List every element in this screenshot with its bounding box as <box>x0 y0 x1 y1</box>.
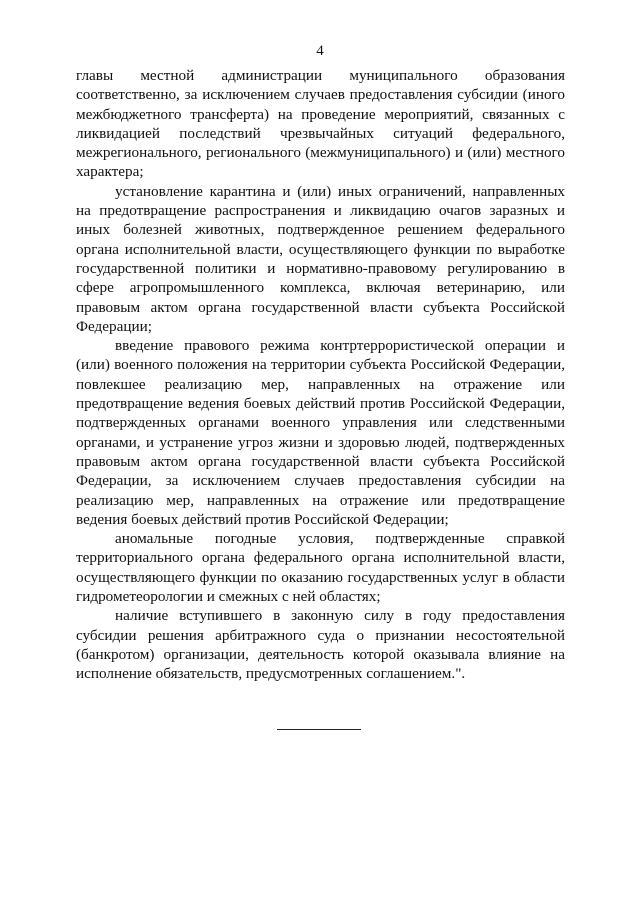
page-number: 4 <box>316 43 324 59</box>
paragraph-weather: аномальные погодные условия, подтвержденные справкой территориального органа федерального органа исполнительной власти, осуществляющего функции по оказанию государственных услуг в области гидрометеорологии и смежных с ней областях; <box>76 530 565 606</box>
paragraph-bankruptcy: наличие вступившего в законную силу в году предоставления субсидии решения арбитражного суда о признании несостоятельной (банкротом) организации, деятельность которой оказывала влияние на исполнение обязательств, предусмотренных соглашением.". <box>76 607 565 683</box>
end-of-document-rule <box>277 729 361 730</box>
paragraph-quarantine: установление карантина и (или) иных ограничений, направленных на предотвращение распространения и ликвидацию очагов заразных и иных болезней животных, подтвержденное решением федерального органа исполнительной власти, осуществляющего функции по выработке государственной политики и нормативно-правовому регулированию в сфере агропромышленного комплекса, включая ветеринарию, или правовым актом органа государственной власти субъекта Российской Федерации; <box>76 182 565 335</box>
paragraph-counter-terrorism: введение правового режима контртеррористической операции и (или) военного положения на территории субъекта Российской Федерации, повлекшее реализацию мер, направленных на отражение или предотвращение ведения боевых действий против Российской Федерации, подтвержденных органами военного управления или следственными органами, и устранение угроз жизни и здоровью людей, подтвержденных правовым актом органа государственной власти субъекта Российской Федерации, за исключением случаев предоставления субсидии на реализацию мер, направленных на отражение или предотвращение ведения боевых действий против Российской Федерации; <box>76 337 565 528</box>
document-body <box>76 66 565 684</box>
paragraph-continuation: главы местной администрации муниципального образования соответственно, за исключением случаев предоставления субсидии (иного межбюджетного трансферта) на проведение мероприятий, связанных с ликвидацией последствий чрезвычайных ситуаций федерального, межрегионального, регионального (межмуниципального) и (или) местного характера; <box>76 67 565 181</box>
